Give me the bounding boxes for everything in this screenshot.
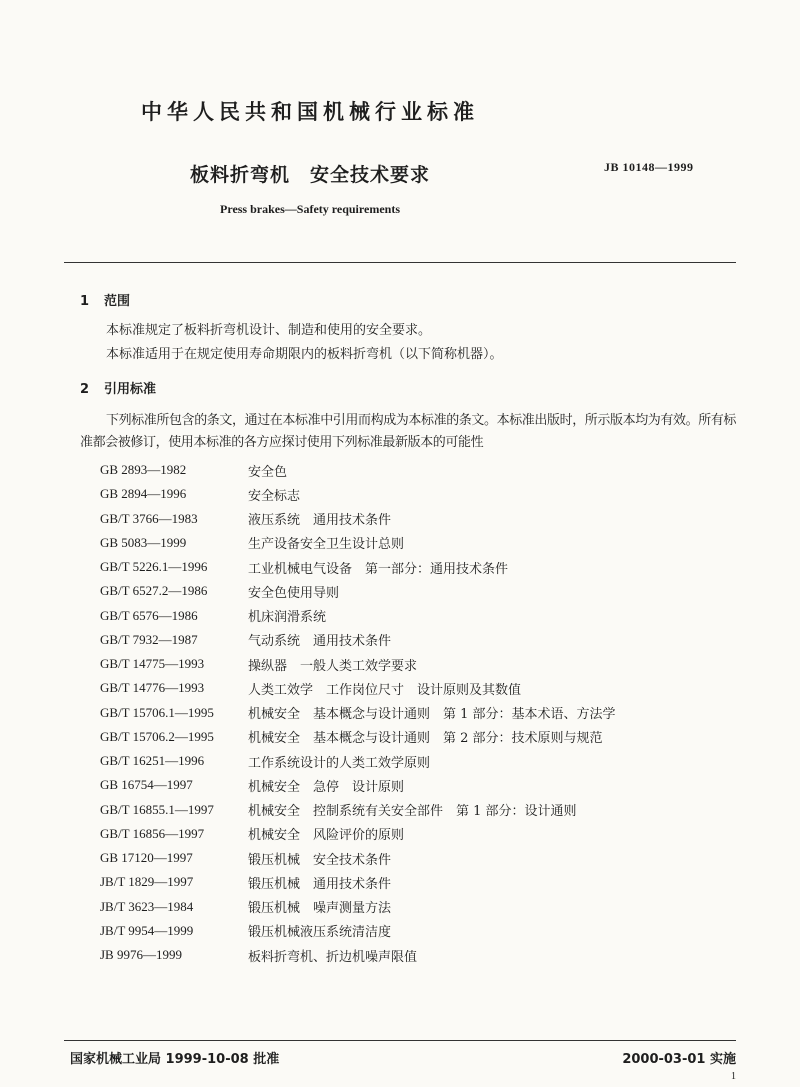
reference-code: JB 9976—1999	[100, 947, 182, 963]
reference-title: 安全色	[248, 464, 288, 480]
section-title: 引用标准	[104, 382, 157, 397]
reference-item	[100, 943, 740, 967]
reference-code: GB/T 14775—1993	[100, 656, 205, 672]
reference-item	[100, 870, 740, 894]
reference-title: 锻压机械 通用技术条件	[248, 876, 392, 892]
reference-item	[100, 822, 740, 846]
reference-code: GB/T 16251—1996	[100, 753, 205, 769]
reference-title: 液压系统 通用技术条件	[248, 513, 392, 529]
reference-title: 安全标志	[248, 488, 301, 504]
reference-title: 人类工效学 工作岗位尺寸 设计原则及其数值	[248, 682, 522, 698]
reference-item	[100, 555, 740, 579]
standard-number: JB 10148—1999	[604, 160, 694, 174]
reference-code: GB/T 6527.2—1986	[100, 583, 208, 599]
scope-paragraph-1: 本标准规定了板料折弯机设计、制造和使用的安全要求。	[106, 323, 432, 338]
reference-code: GB 2893—1982	[100, 462, 187, 478]
section-number: 1	[80, 294, 90, 309]
footer-divider	[64, 1040, 736, 1041]
page-number: 1	[731, 1071, 736, 1082]
reference-title: 气动系统 通用技术条件	[248, 634, 392, 650]
reference-title: 板料折弯机、折边机噪声限值	[248, 949, 418, 965]
reference-title: 安全色使用导则	[248, 585, 340, 601]
reference-title: 操纵器 一般人类工效学要求	[248, 658, 418, 674]
scope-paragraph-2: 本标准适用于在规定使用寿命期限内的板料折弯机（以下简称机器）。	[106, 347, 503, 362]
standard-title: 板料折弯机 安全技术要求	[189, 164, 430, 186]
reference-code: JB/T 3623—1984	[100, 898, 194, 914]
document-header-title: 中华人民共和国机械行业标准	[141, 100, 479, 124]
reference-item	[100, 507, 740, 531]
reference-code: JB/T 1829—1997	[100, 874, 194, 890]
reference-item	[100, 579, 740, 603]
reference-item	[100, 604, 740, 628]
reference-item	[100, 482, 740, 506]
reference-title: 锻压机械 噪声测量方法	[248, 901, 392, 917]
reference-code: GB/T 6576—1986	[100, 607, 198, 623]
reference-item	[100, 919, 740, 943]
reference-title: 生产设备安全卫生设计总则	[248, 537, 405, 553]
section-scope-heading	[80, 290, 130, 309]
reference-item	[100, 846, 740, 870]
reference-item	[100, 798, 740, 822]
reference-item	[100, 628, 740, 652]
reference-item	[100, 725, 740, 749]
reference-code: GB/T 14776—1993	[100, 680, 205, 696]
reference-code: GB 17120—1997	[100, 850, 193, 866]
implementation-date: 2000-03-01 实施	[622, 1052, 736, 1067]
reference-code: JB/T 9954—1999	[100, 922, 194, 938]
reference-code: GB/T 15706.2—1995	[100, 728, 214, 744]
reference-title: 机械安全 基本概念与设计通则 第 2 部分：技术原则与规范	[248, 731, 603, 747]
references-intro: 下列标准所包含的条文，通过在本标准中引用而构成为本标准的条文。本标准出版时，所示版本均为有效。所有标准都会被修订，使用本标准的各方应探讨使用下列标准最新版本的可能性	[80, 413, 737, 450]
reference-code: GB/T 3766—1983	[100, 510, 198, 526]
reference-code: GB/T 16856—1997	[100, 825, 205, 841]
reference-item	[100, 701, 740, 725]
reference-title: 机床润滑系统	[248, 610, 327, 626]
reference-title: 机械安全 控制系统有关安全部件 第 1 部分：设计通则	[248, 804, 577, 820]
reference-item	[100, 531, 740, 555]
reference-title: 机械安全 急停 设计原则	[248, 779, 405, 795]
section-title: 范围	[104, 294, 131, 309]
reference-code: GB 16754—1997	[100, 777, 193, 793]
reference-code: GB/T 16855.1—1997	[100, 801, 214, 817]
reference-title: 工作系统设计的人类工效学原则	[248, 755, 431, 771]
reference-item	[100, 676, 740, 700]
reference-title: 机械安全 风险评价的原则	[248, 828, 405, 844]
reference-item	[100, 773, 740, 797]
section-number: 2	[80, 382, 90, 397]
reference-title: 工业机械电气设备 第一部分：通用技术条件	[248, 561, 509, 577]
reference-title: 锻压机械 安全技术条件	[248, 852, 392, 868]
header-divider	[64, 262, 736, 263]
reference-list	[100, 458, 740, 967]
reference-item	[100, 652, 740, 676]
reference-item	[100, 895, 740, 919]
reference-code: GB 5083—1999	[100, 534, 187, 550]
approval-line: 国家机械工业局 1999-10-08 批准	[70, 1052, 280, 1067]
english-title: Press brakes—Safety requirements	[220, 202, 400, 216]
reference-title: 锻压机械液压系统清洁度	[248, 925, 392, 941]
section-references-heading	[80, 378, 156, 397]
reference-code: GB 2894—1996	[100, 486, 187, 502]
reference-item	[100, 749, 740, 773]
reference-title: 机械安全 基本概念与设计通则 第 1 部分：基本术语、方法学	[248, 707, 616, 723]
reference-code: GB/T 5226.1—1996	[100, 559, 208, 575]
reference-code: GB/T 15706.1—1995	[100, 704, 214, 720]
reference-code: GB/T 7932—1987	[100, 631, 198, 647]
reference-item	[100, 458, 740, 482]
